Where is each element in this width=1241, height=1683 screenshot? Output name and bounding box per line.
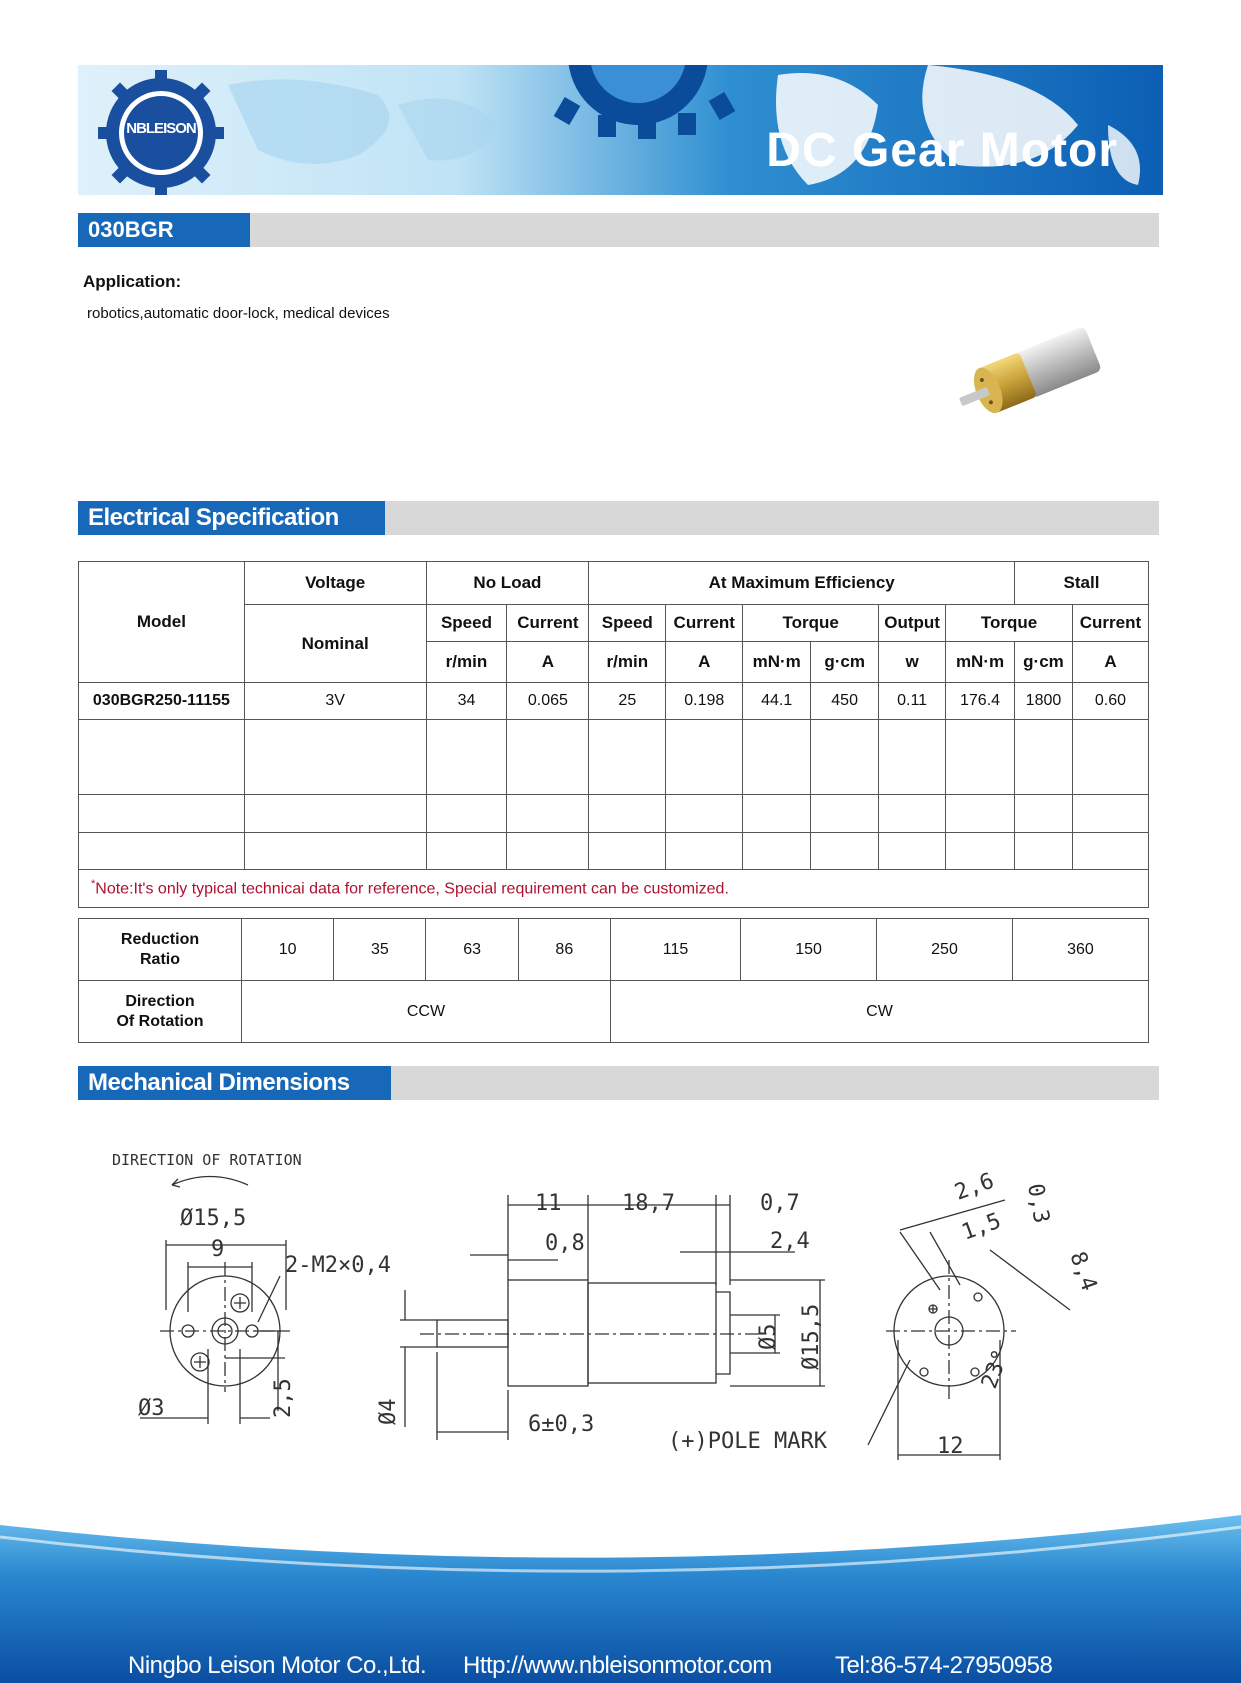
cell-nl-current: 0.065 [507, 683, 589, 720]
table-note [79, 870, 1149, 908]
header-me-output: Output [879, 605, 946, 642]
dim-thread: 2-M2×0,4 [285, 1253, 391, 1278]
table-row-empty [79, 720, 1149, 795]
dim-tab-thickness: 0,3 [1022, 1181, 1054, 1226]
dim-end-gap: 0,7 [760, 1191, 800, 1216]
cell-st-current: 0.60 [1072, 683, 1148, 720]
dim-terminal-spacing: 12 [937, 1434, 964, 1459]
dim-offset: 2,5 [271, 1378, 296, 1418]
direction-cw: CW [610, 981, 1148, 1043]
dim-front-diameter: Ø15,5 [180, 1206, 247, 1231]
ratio-table [78, 918, 1149, 1043]
dim-shaft-diameter: Ø3 [138, 1396, 165, 1421]
unit-nl-speed: r/min [426, 642, 507, 683]
header-st-current: Current [1072, 605, 1148, 642]
cell-voltage: 3V [244, 683, 426, 720]
ratio-cell: 10 [242, 919, 334, 981]
electrical-section-title: Electrical Specification [78, 501, 385, 535]
ratio-cell: 63 [426, 919, 518, 981]
ratio-cell: 250 [877, 919, 1013, 981]
unit-me-torque-gcm: g·cm [811, 642, 879, 683]
direction-label-line1: Direction [125, 992, 195, 1010]
cell-model: 030BGR250-11155 [79, 683, 245, 720]
dim-hole-spacing: 9 [211, 1237, 225, 1262]
dim-angle: 23° [977, 1346, 1015, 1393]
header-me-speed: Speed [589, 605, 666, 642]
dim-pole-mark: (+)POLE MARK [668, 1429, 827, 1454]
unit-nl-current: A [507, 642, 589, 683]
header-voltage: Voltage [244, 562, 426, 605]
motor-product-image [955, 318, 1115, 438]
ratio-cell: 115 [610, 919, 740, 981]
unit-me-speed: r/min [589, 642, 666, 683]
unit-me-output: w [879, 642, 946, 683]
electrical-spec-table [78, 561, 1149, 908]
dim-tab-offset: 8,4 [1064, 1248, 1102, 1295]
reduction-label-line1: Reduction [120, 930, 200, 948]
cell-me-speed: 25 [589, 683, 666, 720]
ratio-cell: 86 [518, 919, 610, 981]
table-row-empty [79, 795, 1149, 833]
table-row [79, 683, 1149, 720]
page-title: DC Gear Motor [766, 124, 1118, 177]
cell-me-torque-mnm: 44.1 [743, 683, 811, 720]
mechanical-section-bar [78, 1066, 1159, 1100]
dim-tab-gap: 1,5 [958, 1208, 1005, 1246]
cell-nl-speed: 34 [426, 683, 507, 720]
electrical-section-bar [78, 501, 1159, 535]
reduction-ratio-label [79, 919, 242, 981]
application-text: robotics,automatic door-lock, medical devices [87, 305, 390, 322]
dim-boss-dia: Ø5 [756, 1323, 781, 1350]
footer-url[interactable]: Http://www.nbleisonmotor.com [463, 1652, 772, 1679]
application-label: Application: [83, 272, 182, 291]
direction-ccw: CCW [242, 981, 611, 1043]
note-star: * [91, 878, 96, 891]
footer-tel: Tel:86-574-27950958 [835, 1652, 1053, 1679]
cell-me-current: 0.198 [666, 683, 743, 720]
cell-me-output: 0.11 [879, 683, 946, 720]
dim-terminal: 2,4 [770, 1229, 810, 1254]
header-banner [78, 65, 1163, 195]
unit-me-current: A [666, 642, 743, 683]
header-me-current: Current [666, 605, 743, 642]
header-stall: Stall [1015, 562, 1149, 605]
ratio-cell: 150 [741, 919, 877, 981]
dim-shaft-dia: Ø4 [376, 1398, 401, 1425]
mechanical-section-title: Mechanical Dimensions [78, 1066, 391, 1100]
header-model: Model [79, 562, 245, 683]
dim-direction-rotation: DIRECTION OF ROTATION [112, 1151, 302, 1169]
unit-st-current: A [1072, 642, 1148, 683]
ratio-cell: 35 [334, 919, 426, 981]
model-code: 030BGR [78, 213, 250, 247]
header-no-load: No Load [426, 562, 589, 605]
note-text: Note:It's only typical technicai data for reference, Special requirement can be customized. [95, 880, 729, 898]
side-gearbox [508, 1280, 588, 1386]
cell-me-torque-gcm: 450 [811, 683, 879, 720]
logo-text: NBLEISON [126, 120, 196, 137]
unit-st-torque-gcm: g·cm [1015, 642, 1073, 683]
dim-gearbox-length: 11 [535, 1191, 562, 1216]
reduction-label-line2: Ratio [140, 950, 180, 968]
dim-body-dia: Ø15,5 [799, 1303, 824, 1370]
cell-st-torque-gcm: 1800 [1015, 683, 1073, 720]
direction-label-line2: Of Rotation [116, 1012, 204, 1030]
dim-flange: 0,8 [545, 1231, 585, 1256]
mechanical-drawing [0, 1140, 1241, 1480]
header-nl-current: Current [507, 605, 589, 642]
table-row-empty [79, 833, 1149, 870]
dim-shaft-length: 6±0,3 [528, 1412, 595, 1437]
header-max-efficiency: At Maximum Efficiency [589, 562, 1015, 605]
unit-st-torque-mnm: mN·m [946, 642, 1015, 683]
header-st-torque: Torque [946, 605, 1073, 642]
header-me-torque: Torque [743, 605, 879, 642]
header-nominal: Nominal [244, 605, 426, 683]
ratio-cell: 360 [1012, 919, 1148, 981]
header-nl-speed: Speed [426, 605, 507, 642]
direction-label [79, 981, 242, 1043]
unit-me-torque-mnm: mN·m [743, 642, 811, 683]
footer-company: Ningbo Leison Motor Co.,Ltd. [128, 1652, 427, 1679]
cell-st-torque-mnm: 176.4 [946, 683, 1015, 720]
model-section-bar [78, 213, 1159, 247]
dim-tab-width: 2,6 [951, 1168, 998, 1206]
dim-motor-length: 18,7 [622, 1191, 675, 1216]
